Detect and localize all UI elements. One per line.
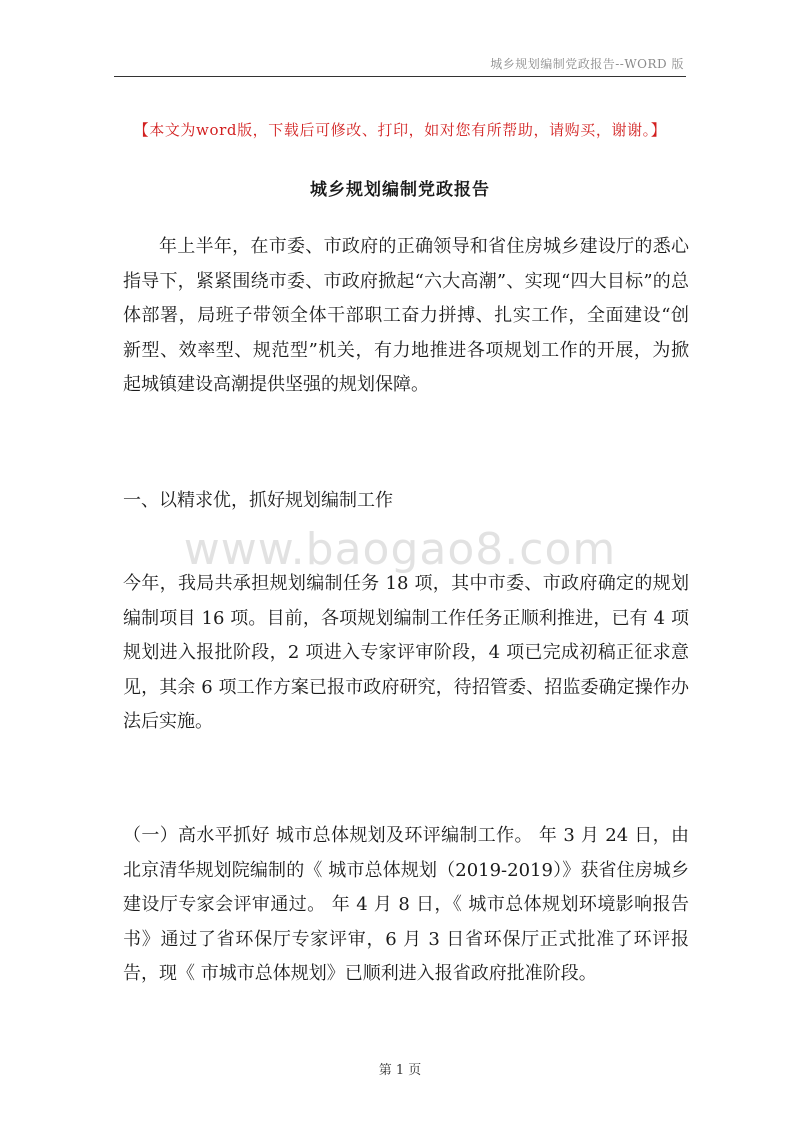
body-paragraph-3: （一）高水平抓好 城市总体规划及环评编制工作。 年 3 月 24 日，由北京清华规划院编制的《 城市总体规划（2019-2019）》获省住房城乡建设厅专家会评审通过。 年 4 月 8 日，《 城市总体规划环境影响报告书》通过了省环保厅专家评审，6 月 3 日省环保厅正式批准了环评报告，现《 市城市总体规划》已顺利进入报省政府批准阶段。 [123,825,689,984]
page-number: 第 1 页 [378,1063,422,1078]
section-heading-1: 一、以精求优，抓好规划编制工作 [123,490,393,511]
purchase-notice: 【本文为word版，下载后可修改、打印，如对您有所帮助，请购买，谢谢。】 [133,121,667,139]
running-header: 城乡规划编制党政报告--WORD 版 [490,57,684,71]
document-title: 城乡规划编制党政报告 [310,180,490,200]
body-paragraph-2: 今年，我局共承担规划编制任务 18 项，其中市委、市政府确定的规划编制项目 16 项。目前，各项规划编制工作任务正顺利推进，已有 4 项规划进入报批阶段，2 项进入专家评审阶段，4 项已完成初稿正征求意见，其余 6 项工作方案已报市政府研究，待招管委、招监委确定操作办法后实施。 [123,573,689,732]
site-watermark: www.baogao8.com [183,524,617,575]
body-paragraph-1: 年上半年，在市委、市政府的正确领导和省住房城乡建设厅的悉心指导下，紧紧围绕市委、市政府掀起“六大高潮”、实现“四大目标”的总体部署，局班子带领全体干部职工奋力拼搏、扎实工作，全面建设“创新型、效率型、规范型”机关，有力地推进各项规划工作的开展，为掀起城镇建设高潮提供坚强的规划保障。 [123,236,689,395]
header-divider [114,76,686,77]
